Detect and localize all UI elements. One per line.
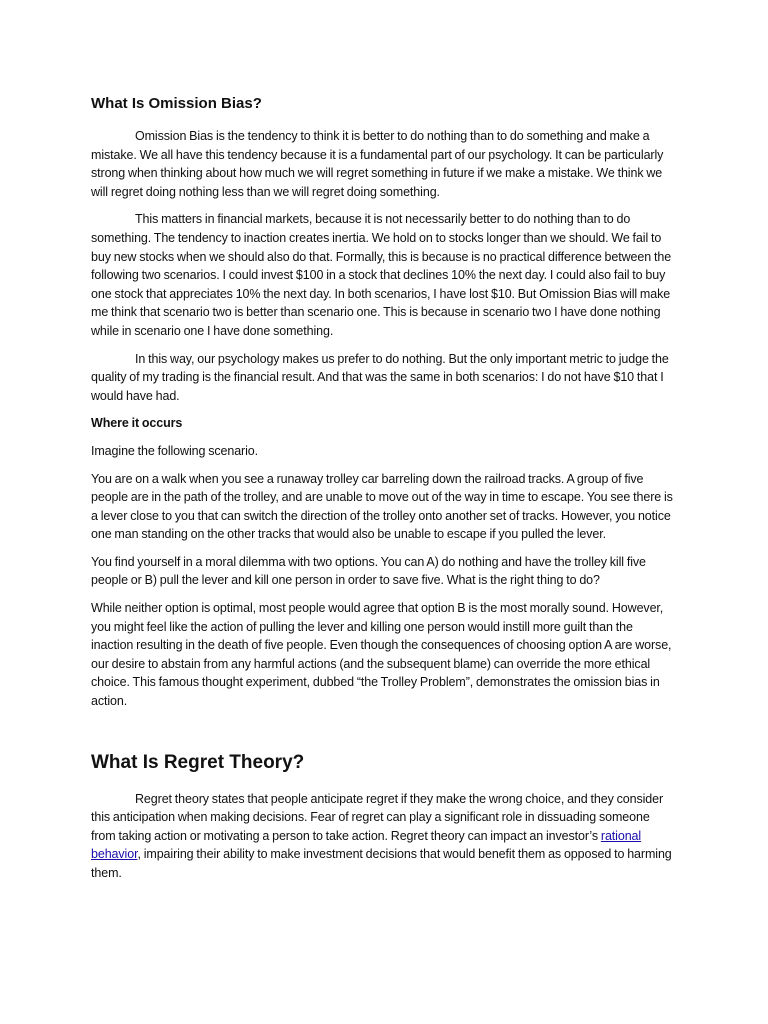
rational-behavior-link[interactable]: rational behavior xyxy=(91,828,642,862)
paragraph-regret-theory xyxy=(91,790,677,883)
paragraph-psychology: In this way, our psychology makes us prefer to do nothing. But the only important metric to judge the quality of my trading is the financial result. And that was the same in both scenarios: I do not have $10 that I would have had. xyxy=(91,351,669,403)
where-it-occurs-heading: Where it occurs xyxy=(91,416,183,431)
regret-text-after: , impairing their ability to make investment decisions that would benefit them as opposed to harming them. xyxy=(91,847,672,880)
omission-bias-heading: What Is Omission Bias? xyxy=(91,95,262,112)
paragraph-trolley-scenario: You are on a walk when you see a runaway trolley car barreling down the railroad tracks. A group of five people are in the path of the trolley, and are unable to move out of the way in time to escape. You see there is a lever close to you that can switch the direction of the trolley onto another set of tracks. However, you notice one man standing on the other tracks that would also be unable to escape if you pulled the lever. xyxy=(91,471,673,542)
paragraph-trolley-problem: While neither option is optimal, most people would agree that option B is the most morally sound. However, you might feel like the action of pulling the lever and killing one person would instill more guilt than the inaction resulting in the death of five people. Even though the consequences of choosing option A are worse, our desire to abstain from any harmful actions (and the subsequent blame) can override the more ethical choice. This famous thought experiment, dubbed “the Trolley Problem”, demonstrates the omission bias in action. xyxy=(91,601,672,709)
regret-text-before: Regret theory states that people anticipate regret if they make the wrong choice, and they consider this anticipation when making decisions. Fear of regret can play a significant role in dissuading someone from taking action or motivating a person to take action. Regret theory can impact an investor’s xyxy=(91,791,664,843)
paragraph-imagine: Imagine the following scenario. xyxy=(91,443,259,458)
regret-theory-heading: What Is Regret Theory? xyxy=(91,751,305,773)
paragraph-financial-markets: This matters in financial markets, because it is not necessarily better to do nothing than to do something. The tendency to inaction creates inertia. We hold on to stocks longer than we should. We fail to buy new stocks when we should also do that. Formally, this is because is no practical difference between the following two scenarios. I could invest $100 in a stock that declines 10% the next day. I could also fail to buy one stock that appreciates 10% the next day. In both scenarios, I have lost $10. But Omission Bias will make me think that scenario two is better than scenario one. This is because in scenario two I have done nothing while in scenario one I have done something. xyxy=(91,212,672,338)
document-body xyxy=(91,94,677,892)
paragraph-moral-dilemma: You find yourself in a moral dilemma with two options. You can A) do nothing and have the trolley kill five people or B) pull the lever and kill one person in order to save five. What is the right thing to do? xyxy=(91,554,646,588)
paragraph-omission-definition: Omission Bias is the tendency to think it is better to do nothing than to do something and make a mistake. We all have this tendency because it is a fundamental part of our psychology. It can be particularly strong when thinking about how much we will regret something in future if we make a mistake. We think we will regret doing nothing less than we will regret doing something. xyxy=(91,129,664,199)
